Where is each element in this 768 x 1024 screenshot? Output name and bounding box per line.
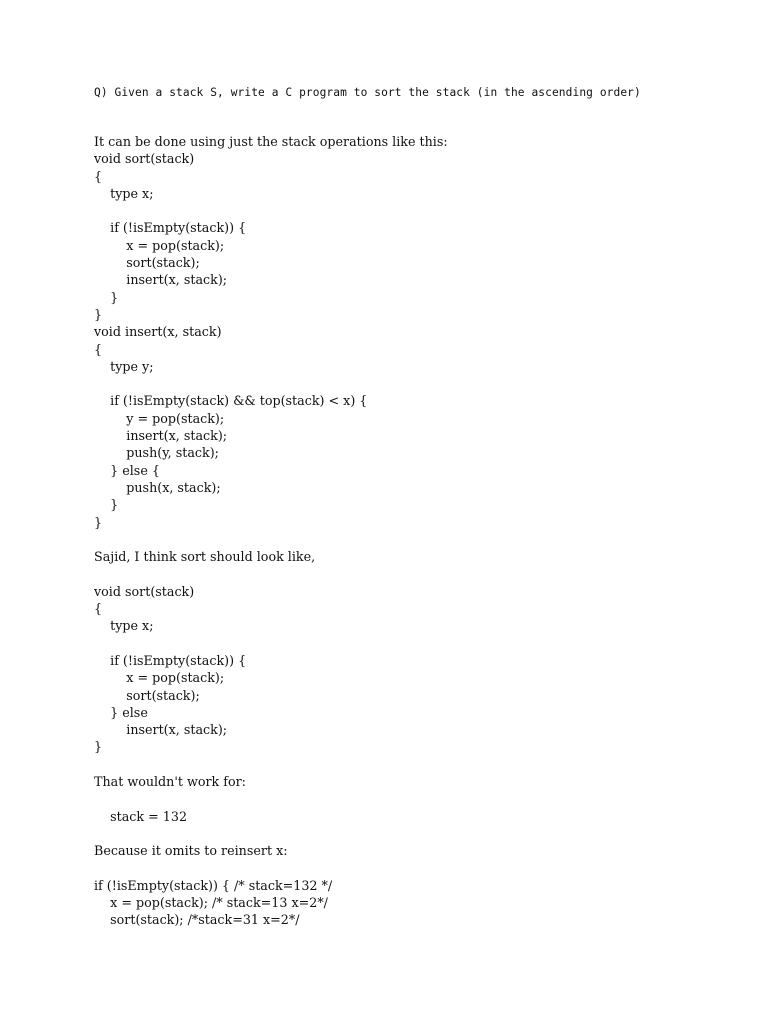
question-text: Q) Given a stack S, write a C program to sort the stack (in the ascending order) — [94, 86, 641, 99]
document-line: if (!isEmpty(stack)) { — [94, 220, 247, 236]
document-line: } — [94, 306, 103, 322]
document-line: sort(stack); — [94, 687, 200, 703]
document-line: Sajid, I think sort should look like, — [94, 549, 316, 565]
document-line: sort(stack); — [94, 255, 200, 271]
document-line: type x; — [94, 618, 154, 634]
document-line: x = pop(stack); — [94, 237, 225, 253]
document-body — [94, 133, 734, 929]
document-line: if (!isEmpty(stack)) { — [94, 652, 247, 668]
document-line: { — [94, 168, 103, 184]
document-line: type x; — [94, 185, 154, 201]
document-line: { — [94, 341, 103, 357]
document-line — [94, 635, 734, 652]
document-line: } — [94, 497, 119, 513]
document-line: } — [94, 514, 103, 530]
document-line: } else { — [94, 462, 160, 478]
document-line — [94, 859, 734, 876]
document-line: void sort(stack) — [94, 583, 195, 599]
document-line: That wouldn't work for: — [94, 773, 246, 789]
document-line: insert(x, stack); — [94, 428, 228, 444]
document-line: } else — [94, 704, 148, 720]
document-line: Because it omits to reinsert x: — [94, 843, 288, 859]
document-line: insert(x, stack); — [94, 272, 228, 288]
document-line: { — [94, 601, 103, 617]
document-line — [94, 825, 734, 842]
document-line: x = pop(stack); /* stack=13 x=2*/ — [94, 895, 328, 911]
document-line — [94, 790, 734, 807]
document-line: y = pop(stack); — [94, 410, 225, 426]
document-line: } — [94, 289, 119, 305]
document-line: void insert(x, stack) — [94, 324, 222, 340]
document-line: sort(stack); /*stack=31 x=2*/ — [94, 912, 300, 928]
document-line — [94, 565, 734, 582]
document-line: push(y, stack); — [94, 445, 219, 461]
document-line — [94, 756, 734, 773]
document-line: insert(x, stack); — [94, 722, 228, 738]
document-line: stack = 132 — [94, 808, 188, 824]
document-line: void sort(stack) — [94, 151, 195, 167]
document-line: if (!isEmpty(stack) && top(stack) < x) { — [94, 393, 368, 409]
document-line — [94, 375, 734, 392]
document-line: It can be done using just the stack operations like this: — [94, 134, 448, 149]
document-line: x = pop(stack); — [94, 670, 225, 686]
document-line: type y; — [94, 358, 154, 374]
document-line: } — [94, 739, 103, 755]
document-line: if (!isEmpty(stack)) { /* stack=132 */ — [94, 877, 333, 893]
document-line — [94, 531, 734, 548]
document-line: push(x, stack); — [94, 479, 221, 495]
document-line — [94, 202, 734, 219]
